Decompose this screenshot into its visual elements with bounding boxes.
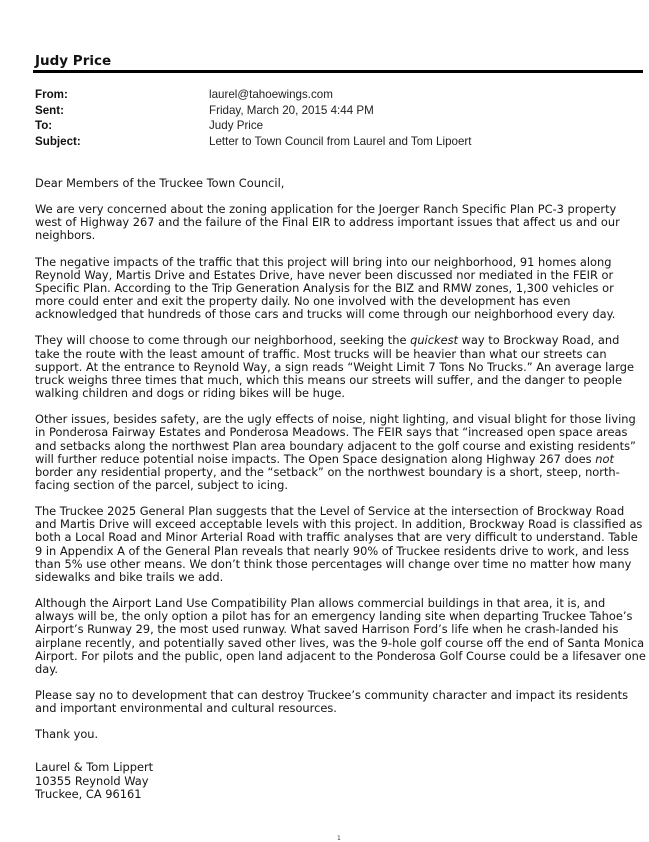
- text-line: Other issues, besides safety, are the ugly effects of noise, night lighting, and visual blight for those living: [35, 412, 636, 427]
- text-line: 9 in Appendix A of the General Plan reveals that nearly 90% of Truckee residents drive to work, and less: [35, 543, 630, 558]
- letter-paragraph: [35, 334, 647, 400]
- text-line: neighbors.: [35, 228, 96, 243]
- letter-closing: Thank you.: [35, 727, 99, 742]
- text-line: west of Highway 267 and the failure of the Final EIR to address important issues that affect us and our: [35, 215, 620, 230]
- from-value: laurel@tahoewings.com: [209, 88, 333, 101]
- letter-paragraph: [35, 597, 647, 676]
- text-line: The Truckee 2025 General Plan suggests that the Level of Service at the intersection of Brockway Road: [35, 504, 625, 519]
- emphasis: quickest: [410, 333, 458, 348]
- text-line: Although the Airport Land Use Compatibility Plan allows commercial buildings in that area, it is, and: [35, 596, 606, 611]
- header-label: Sent:: [35, 103, 64, 117]
- letter-paragraph: [35, 413, 647, 492]
- text-line: acknowledged that hundreds of those cars and trucks will come through our neighborhood every day.: [35, 307, 616, 322]
- text-line: Please say no to development that can destroy Truckee’s community character and impact its residents: [35, 688, 629, 702]
- text-line: Specific Plan. According to the Trip Generation Analysis for the BIZ and RMW zones, 1,300 vehicles or: [35, 280, 614, 295]
- header-label: From:: [35, 88, 68, 101]
- text-line: both a Local Road and Minor Arterial Road with traffic analyses that are very difficult to understand. Table: [35, 530, 638, 545]
- text-line: in Ponderosa Fairway Estates and Ponderosa Meadows. The FEIR says that “increased open space areas: [35, 425, 628, 440]
- text-line: and important environmental and cultural resources.: [35, 701, 337, 716]
- text-line: airplane recently, and potentially saved other lives, was the 9-hole golf course off the end of Santa Monica: [35, 635, 645, 650]
- sent-value: Friday, March 20, 2015 4:44 PM: [209, 103, 374, 117]
- text-line: always will be, the only option a pilot has for an emergency landing site when departing Truckee Tahoe’s: [35, 609, 633, 624]
- text-line: take the route with the least amount of traffic. Most trucks will be heavier than what our streets can: [35, 346, 607, 361]
- signature-block: [35, 761, 647, 800]
- text-line: Reynold Way, Martis Drive and Estates Drive, have never been discussed nor mediated in the FEIR or: [35, 267, 614, 282]
- text-line: sidewalks and bike trails we add.: [35, 569, 224, 584]
- text-line: day.: [35, 661, 58, 676]
- signature-name: Laurel & Tom Lippert: [35, 760, 154, 775]
- emphasis: not: [595, 451, 614, 466]
- text-line: The negative impacts of the traffic that this project will bring into our neighborhood, 91 homes along: [35, 254, 612, 269]
- subject-value: Letter to Town Council from Laurel and Tom Lipoert: [209, 135, 472, 149]
- text-line: They will choose to come through our neighborhood, seeking the quickest way to Brockway Road, and: [35, 333, 620, 348]
- text-line: and Martis Drive will exceed acceptable levels with this project. In addition, Brockway Road is classified as: [35, 517, 643, 532]
- text-line: We are very concerned about the zoning application for the Joerger Ranch Specific Plan PC-3 property: [35, 202, 617, 217]
- header-divider: [33, 70, 643, 73]
- text-line: facing section of the parcel, subject to icing.: [35, 477, 288, 492]
- header-label: Subject:: [35, 135, 81, 149]
- to-value: Judy Price: [209, 119, 264, 133]
- text-line: will further reduce potential noise impacts. The Open Space designation along Highway 267 does not: [35, 451, 614, 466]
- signature-city: Truckee, CA 96161: [35, 786, 142, 801]
- text-line: border any residential property, and the “setback” on the northwest boundary is a short, steep, north-: [35, 464, 620, 479]
- page-number: 1: [337, 835, 341, 842]
- text-line: walking children and dogs or riding bikes will be huge.: [35, 386, 345, 401]
- text-line: more could enter and exit the property daily. No one involved with the development has even: [35, 294, 571, 309]
- text-line: than 5% use other means. We don’t think those percentages will change over time no matter how many: [35, 556, 632, 571]
- text-line: and setbacks along the northwest Plan area boundary adjacent to the golf course and existing residents”: [35, 438, 636, 453]
- text-line: support. At the entrance to Reynold Way, a sign reads “Weight Limit 7 Tons No Trucks.” An average large: [35, 359, 634, 374]
- text-line: truck weighs three times that much, which this means our streets will suffer, and the danger to people: [35, 372, 622, 387]
- email-sender-name: Judy Price: [35, 53, 112, 69]
- letter-paragraph: [35, 256, 647, 322]
- text-line: Airport’s Runway 29, the most used runway. What saved Harrison Ford’s life when he crash-landed his: [35, 622, 619, 637]
- letter-body: [35, 177, 647, 801]
- letter-paragraph: [35, 689, 647, 715]
- header-label: To:: [35, 119, 53, 133]
- letter-paragraph: [35, 505, 647, 584]
- signature-street: 10355 Reynold Way: [35, 773, 149, 788]
- letter-greeting: Dear Members of the Truckee Town Council,: [35, 176, 285, 190]
- text-line: Airport. For pilots and the public, open land adjacent to the Ponderosa Golf Course could be a lifesaver one: [35, 648, 646, 663]
- letter-paragraph: [35, 203, 647, 242]
